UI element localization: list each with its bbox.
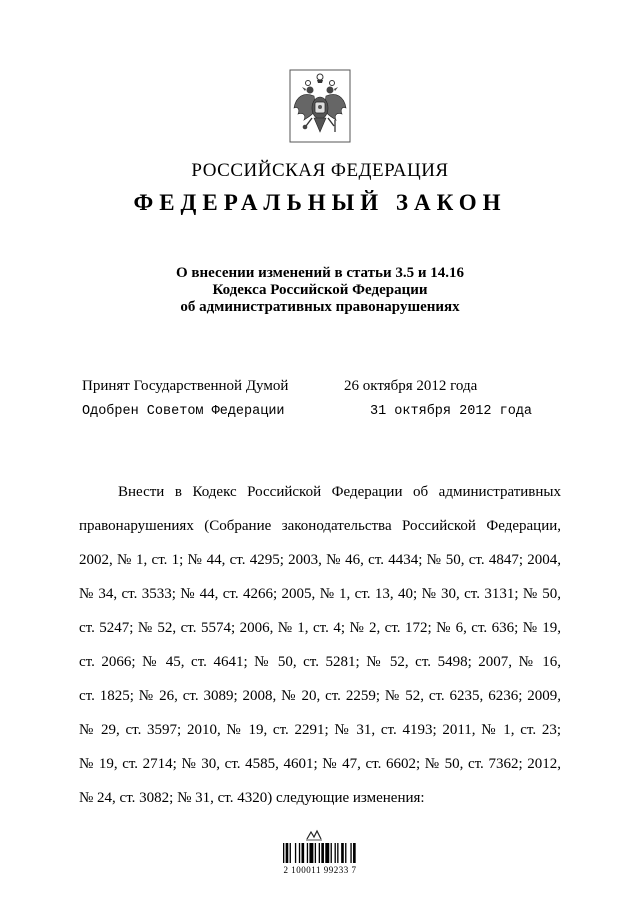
adoption-row-duma <box>82 378 562 404</box>
law-title-line: об административных правонарушениях <box>180 299 460 315</box>
body-line: № 34, ст. 3533; № 44, ст. 4266; 2005, № 1, ст. 13, 40; № 30, ст. 3131; № 50, <box>79 586 561 602</box>
law-body-paragraph <box>79 482 561 822</box>
body-line: правонарушениях (Собрание законодательства Российской Федерации, <box>79 518 561 534</box>
body-line: № 19, ст. 2714; № 30, ст. 4585, 4601; № 47, ст. 6602; № 50, ст. 7362; 2012, <box>79 756 561 772</box>
adoption-row-council <box>82 404 562 430</box>
law-title-line: Кодекса Российской Федерации <box>212 282 428 298</box>
adoption-block <box>82 378 562 430</box>
coat-of-arms-emblem <box>288 68 352 144</box>
law-title <box>0 265 640 316</box>
body-line: ст. 2066; № 45, ст. 4641; № 50, ст. 5281; № 52, ст. 5498; 2007, № 16, <box>79 654 561 670</box>
body-line: № 29, ст. 3597; 2010, № 19, ст. 2291; № 31, ст. 4193; 2011, № 1, ст. 23; <box>79 722 561 738</box>
body-line: ст. 1825; № 26, ст. 3089; 2008, № 20, ст. 2259; № 52, ст. 6235, 6236; 2009, <box>79 688 561 704</box>
barcode-icon <box>283 843 357 863</box>
body-line: 2002, № 1, ст. 1; № 44, ст. 4295; 2003, № 46, ст. 4434; № 50, ст. 4847; 2004, <box>79 552 561 568</box>
body-line: ст. 5247; № 52, ст. 5574; 2006, № 1, ст. 4; № 2, ст. 172; № 6, ст. 636; № 19, <box>79 620 561 636</box>
body-line: Внести в Кодекс Российской Федерации об административных <box>118 484 561 500</box>
country-heading: РОССИЙСКАЯ ФЕДЕРАЦИЯ <box>191 160 449 181</box>
adoption-label: Одобрен Советом Федерации <box>82 404 285 419</box>
barcode-number: 2 100011 99233 7 <box>283 865 357 875</box>
publisher-logo-icon <box>305 829 323 841</box>
adoption-date: 31 октября 2012 года <box>370 404 533 419</box>
law-title-line: О внесении изменений в статьи 3.5 и 14.16 <box>176 265 464 281</box>
adoption-date: 26 октября 2012 года <box>344 378 478 394</box>
document-type-heading: ФЕДЕРАЛЬНЫЙ ЗАКОН <box>133 190 507 215</box>
adoption-label: Принят Государственной Думой <box>82 378 289 394</box>
body-line: № 24, ст. 3082; № 31, ст. 4320) следующие изменения: <box>79 790 425 806</box>
